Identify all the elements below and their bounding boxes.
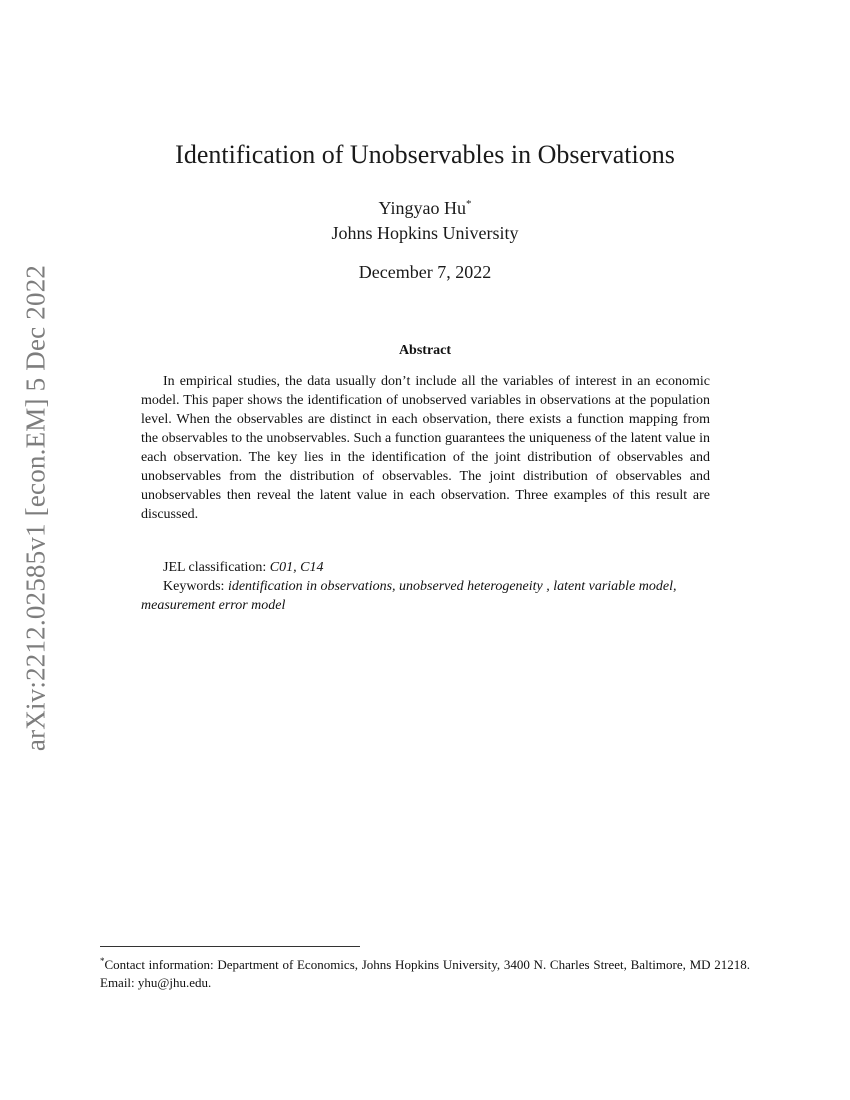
footnote-text: Contact information: Department of Economics, Johns Hopkins University, 3400 N. Charles Street, Baltimore, MD 21218. Email: yhu@jhu.edu. [100,957,750,990]
footnote [100,952,750,992]
keywords-label: Keywords: [163,579,225,594]
abstract-heading: Abstract [398,343,452,358]
jel-codes: C01, C14 [269,560,324,575]
arxiv-identifier-text: arXiv:2212.02585v1 [econ.EM] 5 Dec 2022 [20,264,51,752]
author-footnote-marker: * [466,198,472,210]
jel-label: JEL classification: [163,560,267,575]
paper-title: Identification of Unobservables in Observations [175,140,675,169]
paper-date: December 7, 2022 [358,262,492,282]
author-affiliation: Johns Hopkins University [331,223,519,243]
abstract-text: In empirical studies, the data usually don’t include all the variables of interest in an economic model. This paper shows the identification of unobserved variables in observations at the population level. When the observables are distinct in each observation, there exists a function mapping from the observables to the unobservables. Such a function guarantees the uniqueness of the latent value in each observation. The key lies in the identification of the joint distribution of observables and unobservables from the distribution of observables. The joint distribution of observables and unobservables then reveal the latent value in each observation. Three examples of this result are discussed. [141,374,710,522]
author-name: Yingyao Hu [378,198,466,218]
keywords-text: identification in observations, unobserved heterogeneity , latent variable model, measurement error model [141,579,677,613]
author-line [0,198,850,219]
classification-block [141,558,710,615]
keywords-line [141,577,710,615]
footnote-divider [100,946,360,947]
jel-classification-line [141,558,710,577]
footnote-marker: * [100,956,105,966]
